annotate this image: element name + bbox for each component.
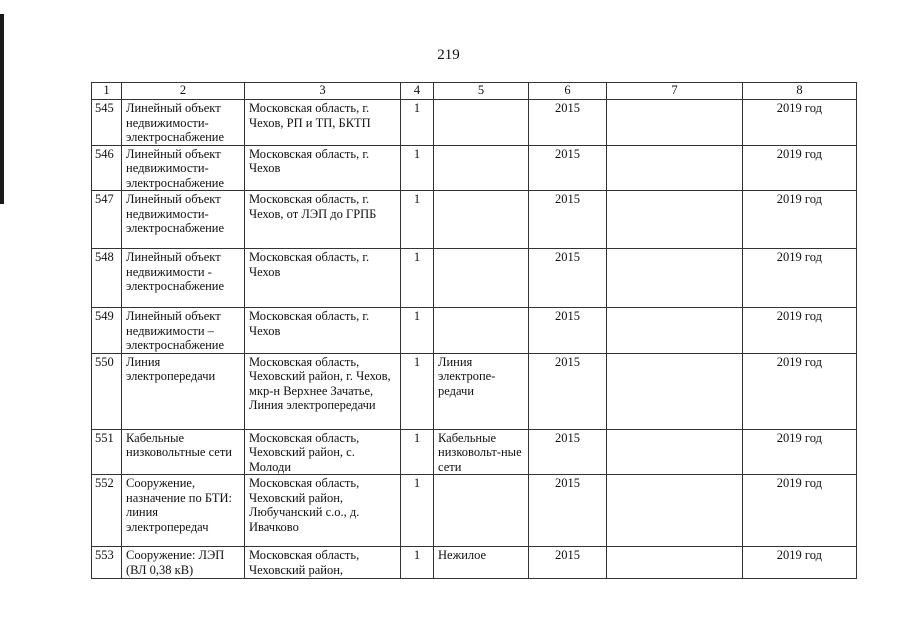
object-location: Московская область, Чеховский район, г. Чехов, мкр-н Верхнее Зачатье, Линия электропередачи [245, 353, 401, 429]
header-cell: 4 [401, 83, 434, 100]
table-row [92, 249, 857, 308]
row-number: 548 [92, 249, 122, 308]
object-name: Линия электропередачи [122, 353, 245, 429]
object-quantity: 1 [401, 475, 434, 547]
object-quantity: 1 [401, 191, 434, 249]
object-purpose [434, 100, 529, 146]
object-name: Линейный объект недвижимости-электроснабжение [122, 191, 245, 249]
row-number: 553 [92, 547, 122, 579]
page-number: 219 [437, 47, 460, 63]
object-deadline: 2019 год [743, 429, 857, 475]
object-deadline: 2019 год [743, 353, 857, 429]
object-quantity: 1 [401, 249, 434, 308]
row-number: 547 [92, 191, 122, 249]
object-year: 2015 [529, 249, 607, 308]
object-location: Московская область, Чеховский район, с. Молоди [245, 429, 401, 475]
object-purpose: Нежилое [434, 547, 529, 579]
object-purpose: Линия электропе-редачи [434, 353, 529, 429]
header-cell: 3 [245, 83, 401, 100]
object-col7 [607, 249, 743, 308]
object-purpose: Кабельные низковольт-ные сети [434, 429, 529, 475]
header-cell: 2 [122, 83, 245, 100]
object-deadline: 2019 год [743, 547, 857, 579]
table-row [92, 475, 857, 547]
table-row [92, 547, 857, 579]
table-row [92, 145, 857, 191]
header-cell: 8 [743, 83, 857, 100]
object-col7 [607, 547, 743, 579]
object-year: 2015 [529, 308, 607, 354]
object-purpose [434, 308, 529, 354]
object-year: 2015 [529, 100, 607, 146]
object-name: Линейный объект недвижимости-электроснабжение [122, 100, 245, 146]
object-col7 [607, 308, 743, 354]
object-name: Линейный объект недвижимости-электроснабжение [122, 145, 245, 191]
object-name: Сооружение, назначение по БТИ: линия электропередач [122, 475, 245, 547]
object-deadline: 2019 год [743, 249, 857, 308]
object-deadline: 2019 год [743, 475, 857, 547]
object-name: Линейный объект недвижимости - электроснабжение [122, 249, 245, 308]
header-cell: 7 [607, 83, 743, 100]
object-purpose [434, 145, 529, 191]
object-year: 2015 [529, 547, 607, 579]
header-cell: 6 [529, 83, 607, 100]
object-purpose [434, 475, 529, 547]
object-purpose [434, 191, 529, 249]
object-year: 2015 [529, 429, 607, 475]
scan-margin-bar [0, 14, 4, 204]
object-col7 [607, 145, 743, 191]
header-cell: 5 [434, 83, 529, 100]
object-year: 2015 [529, 145, 607, 191]
object-location: Московская область, г. Чехов [245, 145, 401, 191]
object-year: 2015 [529, 191, 607, 249]
row-number: 545 [92, 100, 122, 146]
row-number: 549 [92, 308, 122, 354]
object-deadline: 2019 год [743, 100, 857, 146]
object-name: Сооружение: ЛЭП (ВЛ 0,38 кВ) [122, 547, 245, 579]
table-row [92, 100, 857, 146]
object-quantity: 1 [401, 429, 434, 475]
table-row [92, 353, 857, 429]
table-row [92, 191, 857, 249]
object-location: Московская область, Чеховский район, [245, 547, 401, 579]
object-location: Московская область, г. Чехов [245, 249, 401, 308]
object-name: Линейный объект недвижимости – электроснабжение [122, 308, 245, 354]
object-deadline: 2019 год [743, 308, 857, 354]
row-number: 550 [92, 353, 122, 429]
object-quantity: 1 [401, 145, 434, 191]
object-name: Кабельные низковольтные сети [122, 429, 245, 475]
object-col7 [607, 475, 743, 547]
object-year: 2015 [529, 353, 607, 429]
object-quantity: 1 [401, 308, 434, 354]
table-row [92, 308, 857, 354]
header-row [92, 83, 857, 100]
row-number: 552 [92, 475, 122, 547]
row-number: 546 [92, 145, 122, 191]
object-location: Московская область, Чеховский район, Любучанский с.о., д. Ивачково [245, 475, 401, 547]
row-number: 551 [92, 429, 122, 475]
header-cell: 1 [92, 83, 122, 100]
table-row [92, 429, 857, 475]
object-col7 [607, 353, 743, 429]
property-table [91, 82, 857, 579]
object-quantity: 1 [401, 353, 434, 429]
object-col7 [607, 429, 743, 475]
object-location: Московская область, г. Чехов, от ЛЭП до ГРПБ [245, 191, 401, 249]
object-deadline: 2019 год [743, 145, 857, 191]
object-quantity: 1 [401, 547, 434, 579]
object-purpose [434, 249, 529, 308]
object-quantity: 1 [401, 100, 434, 146]
object-location: Московская область, г. Чехов, РП и ТП, БКТП [245, 100, 401, 146]
object-year: 2015 [529, 475, 607, 547]
object-col7 [607, 100, 743, 146]
object-location: Московская область, г. Чехов [245, 308, 401, 354]
object-col7 [607, 191, 743, 249]
object-deadline: 2019 год [743, 191, 857, 249]
